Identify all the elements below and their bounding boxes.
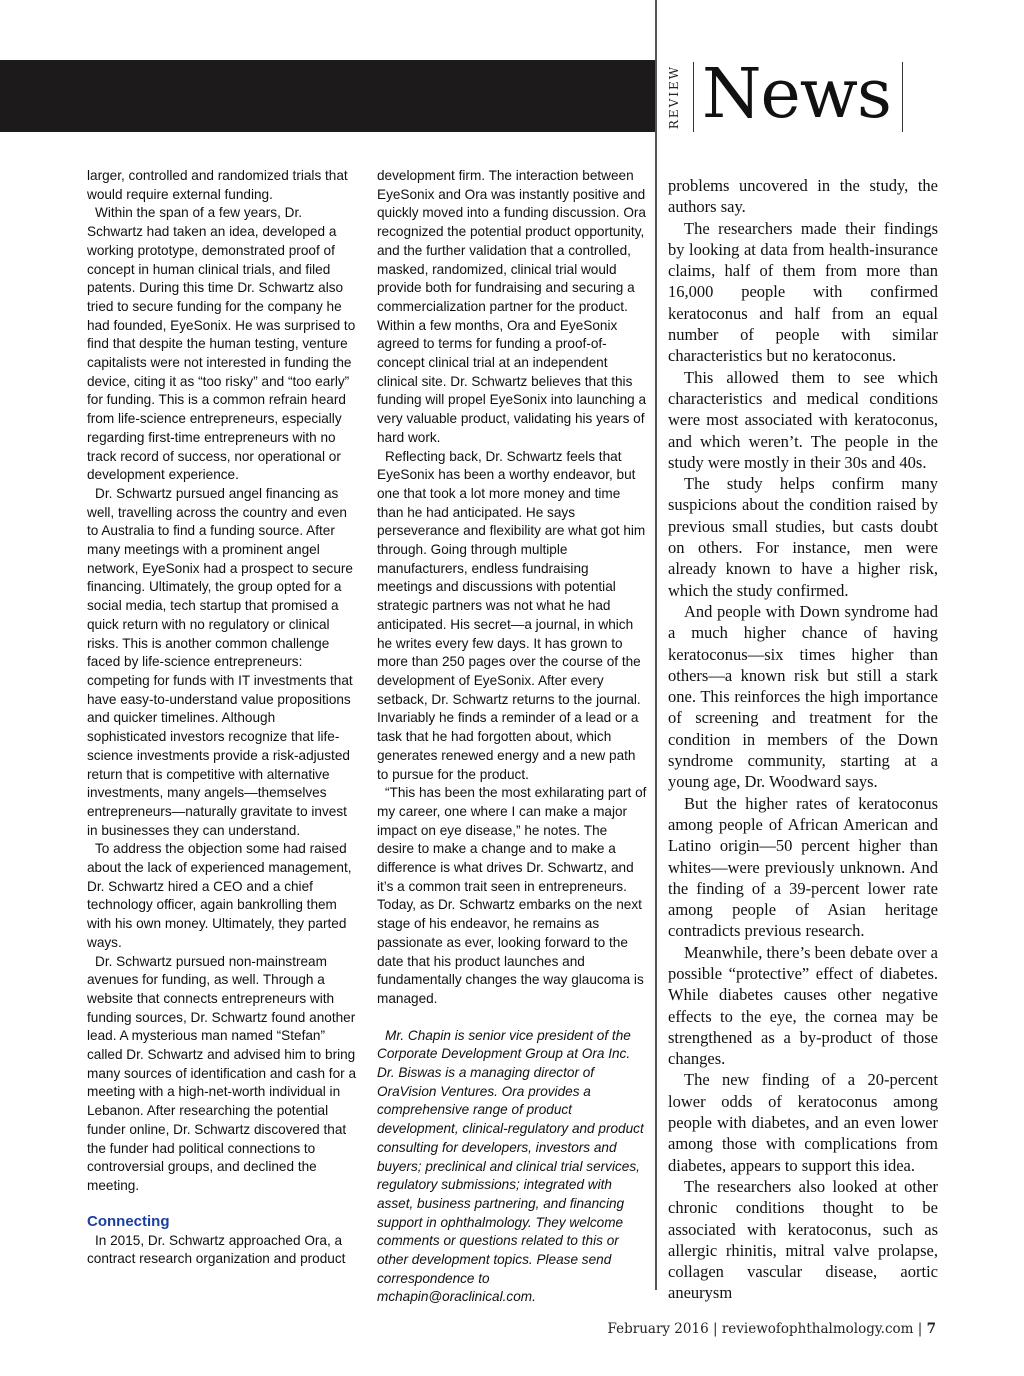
paragraph: problems uncovered in the study, the authors say. <box>668 176 938 217</box>
paragraph: The researchers also looked at other chronic conditions thought to be associated with keratoconus, such as allergic rhinitis, mitral valve prolapse, collagen vascular disease, aortic aneurysm <box>668 1176 938 1303</box>
paragraph: Reflecting back, Dr. Schwartz feels that EyeSonix has been a worthy endeavor, but one that took a lot more money and time than he had anticipated. He says perseverance and flexibility are what got him through. Going through multiple manufacturers, endless fundraising meetings and discussions with potential strategic partners was not what he had anticipated. His secret—a journal, in which he writes every few days. It has grown to more than 250 pages over the course of the development of EyeSonix. After every setback, Dr. Schwartz returns to the journal. Invariably he finds a reminder of a lead or a task that he had forgotten about, which generates renewed energy and a new path to pursue for the product. <box>377 448 646 782</box>
subheading: Connecting <box>87 1212 170 1230</box>
page-number: 7 <box>926 1321 936 1337</box>
paragraph: “This has been the most exhilarating part of my career, one where I can make a major impact on eye disease,” he notes. The desire to make a change and to make a difference is what drives Dr. Schwartz, and it’s a common trait seen in entrepreneurs. Today, as Dr. Schwartz embarks on the next stage of his endeavor, he remains as passionate as ever, looking forward to the date that his product launches and fundamentally changes the way glaucoma is managed. <box>377 785 647 1006</box>
paragraph: But the higher rates of keratoconus among people of African American and Latino origin—50 percent higher than whites—were previously unknown. And the finding of a 39-percent lower rate among people of Asian heritage contradicts previous research. <box>668 793 938 941</box>
paragraph: This allowed them to see which characteristics and medical conditions were most associated with keratoconus, and which weren’t. The people in the study were mostly in their 30s and 40s. <box>668 367 938 472</box>
paragraph: The study helps confirm many suspicions about the condition raised by previous small studies, but casts doubt on others. For instance, men were already known to have a higher risk, which the study confirmed. <box>668 474 938 600</box>
paragraph: Dr. Schwartz pursued angel financing as well, travelling across the country and even to Australia to find a funding source. After many meetings with a prominent angel network, EyeSonix had a prospect to secure financing. Ultimately, the group opted for a social media, tech startup that promised a quick return with no regulatory or clinical risks. This is another common challenge faced by life-science entrepreneurs: competing for funds with IT investments that have easy-to-understand value propositions and quicker timelines. Although sophisticated investors recognize that life-science investments provide a risk-adjusted return that is competitive with alternative investments, many angels—themselves entrepreneurs—naturally gravitate to invest in businesses they can understand. <box>87 485 353 838</box>
paragraph: And people with Down syndrome had a much higher chance of having keratoconus—six times higher than others—a known risk but still a stark one. This reinforces the high importance of screening and treatment for the condition in members of the Down syndrome community, starting at a young age, Dr. Woodward says. <box>668 601 938 792</box>
footer-site: reviewofophthalmology.com <box>721 1321 914 1337</box>
column-divider <box>655 0 657 1290</box>
article-column-2 <box>377 167 647 1307</box>
paragraph: The researchers made their findings by looking at data from health-insurance claims, half of them from more than 16,000 people with confirmed keratoconus and half from an equal number of people with similar characteristics but no keratoconus. <box>668 218 938 366</box>
news-column <box>668 175 938 1304</box>
page-footer <box>607 1321 936 1337</box>
paragraph: The new finding of a 20-percent lower odds of keratoconus among people with diabetes, and an even lower among those with complications from diabetes, appears to support this idea. <box>668 1070 938 1175</box>
paragraph: Within the span of a few years, Dr. Schwartz had taken an idea, developed a working prototype, demonstrated proof of concept in human clinical trials, and filed patents. During this time Dr. Schwartz also tried to secure funding for the company he had founded, EyeSonix. He was surprised to find that despite the human testing, venture capitalists were not interested in funding the device, citing it as “too risky” and “too early” for funding. This is a common refrain heard from life-science entrepreneurs, especially regarding first-time entrepreneurs with no track record of success, nor operational or development experience. <box>87 205 356 483</box>
paragraph: In 2015, Dr. Schwartz approached Ora, a contract research organization and product <box>87 1232 346 1267</box>
paragraph: larger, controlled and randomized trials that would require external funding. <box>87 168 348 202</box>
paragraph: development firm. The interaction between EyeSonix and Ora was instantly positive and quickly moved into a funding discussion. Ora recognized the potential product opportunity, and the further validation that a controlled, masked, randomized, clinical trial would provide both for fundraising and securing a commercialization partner for the product. Within a few months, Ora and EyeSonix agreed to terms for funding a proof-of-concept clinical trial at an independent clinical site. Dr. Schwartz believes that this funding will propel EyeSonix into launching a very valuable product, validating his years of hard work. <box>377 168 647 445</box>
footer-date: February 2016 <box>607 1321 709 1337</box>
header-rule-right <box>902 62 903 132</box>
header-black-bar <box>0 60 655 132</box>
article-column-1 <box>87 167 356 1269</box>
section-title: News <box>702 55 891 134</box>
footer-separator: | <box>917 1321 927 1337</box>
bio-text: Mr. Chapin is senior vice president of the Corporate Development Group at Ora Inc. Dr. Biswas is a managing director of OraVision Ventures. Ora provides a comprehensive range of product development, clinical-regulatory and product consulting for developers, investors and buyers; preclinical and clinical trial services, regulatory submissions; integrated with asset, business partnering, and financing support in ophthalmology. They welcome comments or questions related to this or other development topics. Please send correspondence to mchapin@oraclinical.com. <box>377 1027 644 1305</box>
paragraph: Meanwhile, there’s been debate over a possible “protective” effect of diabetes. While diabetes causes other negative effects to the eye, the cornea may be strengthened as a by-product of those changes. <box>668 942 938 1069</box>
paragraph: Dr. Schwartz pursued non-mainstream avenues for funding, as well. Through a website that connects entrepreneurs with funding sources, Dr. Schwartz found another lead. A mysterious man named “Stefan” called Dr. Schwartz and advised him to bring many sources of identification and cash for a meeting with a high-net-worth individual in Lebanon. After researching the potential funder online, Dr. Schwartz discovered that the funder had political connections to controversial groups, and declined the meeting. <box>87 953 357 1193</box>
footer-separator: | <box>712 1321 722 1337</box>
paragraph: To address the objection some had raised about the lack of experienced management, Dr. Schwartz hired a CEO and a chief technology officer, again bankrolling them with his own money. Ultimately, they parted ways. <box>87 841 352 950</box>
author-bio <box>377 1027 647 1308</box>
header-rule-left <box>693 62 694 132</box>
section-label: REVIEW <box>667 64 681 130</box>
